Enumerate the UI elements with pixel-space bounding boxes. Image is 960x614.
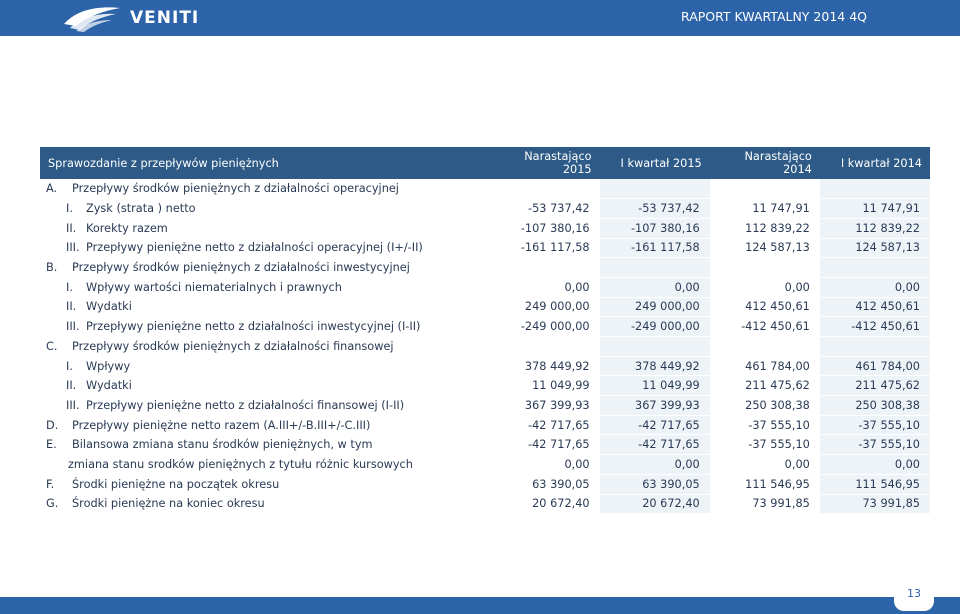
row-code: I. bbox=[66, 202, 73, 216]
row-label-cell bbox=[40, 435, 490, 455]
value-cell: 63 390,05 bbox=[532, 477, 590, 491]
value-cell bbox=[600, 337, 710, 357]
table-row bbox=[40, 317, 930, 337]
column-header: Narastająco 2014 bbox=[744, 150, 812, 176]
value-cell: 63 390,05 bbox=[600, 474, 710, 494]
value-cell: 11 747,91 bbox=[820, 199, 930, 219]
column-header: I kwartał 2015 bbox=[620, 156, 702, 170]
column-header: Narastająco 2015 bbox=[524, 150, 592, 176]
value-cell: 378 449,92 bbox=[524, 359, 590, 373]
row-code: III. bbox=[66, 398, 80, 412]
value-cell: 249 000,00 bbox=[600, 297, 710, 317]
value-cell: 11 049,99 bbox=[532, 379, 590, 393]
value-cell: 367 399,93 bbox=[600, 396, 710, 416]
row-code: D. bbox=[46, 418, 59, 432]
value-cell: 20 672,40 bbox=[532, 497, 590, 511]
row-label-cell bbox=[40, 317, 490, 337]
row-label: Przepływy środków pieniężnych z działalności operacyjnej bbox=[72, 182, 399, 196]
column-header: I kwartał 2014 bbox=[840, 156, 922, 170]
row-label: Środki pieniężne na koniec okresu bbox=[72, 497, 265, 511]
row-label-cell bbox=[40, 297, 490, 317]
value-cell: 0,00 bbox=[600, 277, 710, 297]
value-cell bbox=[710, 179, 820, 199]
value-cell: 211 475,62 bbox=[745, 379, 810, 393]
value-cell: 250 308,38 bbox=[820, 396, 930, 416]
table-row bbox=[40, 396, 930, 416]
row-label-cell bbox=[40, 258, 490, 278]
table-row bbox=[40, 494, 930, 514]
row-label: Wydatki bbox=[86, 379, 132, 393]
value-cell: 461 784,00 bbox=[745, 359, 810, 373]
value-cell: -42 717,65 bbox=[600, 435, 710, 455]
value-cell: 73 991,85 bbox=[752, 497, 810, 511]
value-cell: 250 308,38 bbox=[745, 398, 810, 412]
value-cell: 378 449,92 bbox=[600, 356, 710, 376]
wing-logo-icon bbox=[62, 4, 122, 32]
row-label: zmiana stanu srodków pieniężnych z tytułu różnic kursowych bbox=[68, 457, 413, 471]
value-cell bbox=[600, 179, 710, 199]
row-label: Przepływy pieniężne netto z działalności finansowej (I-II) bbox=[86, 398, 405, 412]
table-body bbox=[40, 179, 930, 514]
brand-name: VENITI bbox=[130, 8, 200, 28]
row-label: Przepływy środków pieniężnych z działalności finansowej bbox=[72, 339, 394, 353]
value-cell: -37 555,10 bbox=[748, 418, 810, 432]
value-cell: 0,00 bbox=[600, 455, 710, 475]
row-label: Przepływy pieniężne netto z działalności inwestycyjnej (I-II) bbox=[86, 320, 421, 334]
row-label-cell bbox=[40, 218, 490, 238]
value-cell bbox=[710, 258, 820, 278]
value-cell bbox=[820, 179, 930, 199]
row-label-cell bbox=[40, 396, 490, 416]
value-cell: 412 450,61 bbox=[745, 300, 810, 314]
table-row bbox=[40, 435, 930, 455]
row-code: I. bbox=[66, 280, 73, 294]
row-label: Przepływy pieniężne netto z działalności operacyjnej (I+/-II) bbox=[86, 241, 423, 255]
value-cell bbox=[600, 258, 710, 278]
table-row bbox=[40, 258, 930, 278]
value-cell: -42 717,65 bbox=[600, 415, 710, 435]
value-cell: 11 747,91 bbox=[752, 202, 810, 216]
table-row bbox=[40, 297, 930, 317]
row-label: Wydatki bbox=[86, 300, 132, 314]
value-cell: -161 117,58 bbox=[520, 241, 590, 255]
value-cell: 0,00 bbox=[564, 280, 590, 294]
table-row bbox=[40, 277, 930, 297]
row-label-cell bbox=[40, 494, 490, 514]
row-code: C. bbox=[46, 339, 58, 353]
value-cell: -37 555,10 bbox=[748, 438, 810, 452]
value-cell: -107 380,16 bbox=[520, 221, 590, 235]
report-title: RAPORT KWARTALNY 2014 4Q bbox=[681, 9, 867, 24]
value-cell: 461 784,00 bbox=[820, 356, 930, 376]
value-cell: 124 587,13 bbox=[745, 241, 810, 255]
table-row bbox=[40, 218, 930, 238]
row-code: III. bbox=[66, 241, 80, 255]
value-cell: -161 117,58 bbox=[600, 238, 710, 258]
row-label-cell bbox=[40, 376, 490, 396]
table-row bbox=[40, 376, 930, 396]
value-cell: -37 555,10 bbox=[820, 415, 930, 435]
table-row bbox=[40, 474, 930, 494]
table-row bbox=[40, 238, 930, 258]
row-code: II. bbox=[66, 221, 77, 235]
table-header-row bbox=[40, 147, 930, 179]
value-cell: -53 737,42 bbox=[600, 199, 710, 219]
row-label-cell bbox=[40, 337, 490, 357]
value-cell: -107 380,16 bbox=[600, 218, 710, 238]
value-cell: 112 839,22 bbox=[745, 221, 810, 235]
value-cell: 111 546,95 bbox=[745, 477, 810, 491]
row-label: Zysk (strata ) netto bbox=[86, 202, 196, 216]
row-label: Wpływy wartości niematerialnych i prawnych bbox=[86, 280, 342, 294]
value-cell: 20 672,40 bbox=[600, 494, 710, 514]
header-bar bbox=[0, 0, 960, 36]
value-cell: 211 475,62 bbox=[820, 376, 930, 396]
row-code: E. bbox=[46, 438, 57, 452]
row-label: Środki pieniężne na początek okresu bbox=[72, 477, 280, 491]
table-row bbox=[40, 179, 930, 199]
table-title: Sprawozdanie z przepływów pieniężnych bbox=[48, 156, 279, 170]
value-cell: -249 000,00 bbox=[600, 317, 710, 337]
row-code: A. bbox=[46, 182, 58, 196]
page-number: 13 bbox=[894, 577, 934, 611]
veniti-logo bbox=[62, 3, 199, 33]
table-row bbox=[40, 356, 930, 376]
value-cell: 73 991,85 bbox=[820, 494, 930, 514]
value-cell: -249 000,00 bbox=[520, 320, 590, 334]
row-label: Wpływy bbox=[86, 359, 131, 373]
value-cell: 124 587,13 bbox=[820, 238, 930, 258]
value-cell: 0,00 bbox=[564, 457, 590, 471]
cash-flow-table bbox=[40, 147, 930, 514]
value-cell: -412 450,61 bbox=[741, 320, 810, 334]
row-code: III. bbox=[66, 320, 80, 334]
row-code: F. bbox=[46, 477, 55, 491]
row-code: II. bbox=[66, 379, 77, 393]
row-label: Przepływy środków pieniężnych z działalności inwestycyjnej bbox=[72, 261, 410, 275]
value-cell bbox=[490, 179, 600, 199]
table-row bbox=[40, 455, 930, 475]
value-cell: 0,00 bbox=[784, 280, 810, 294]
value-cell: 0,00 bbox=[820, 277, 930, 297]
value-cell bbox=[490, 337, 600, 357]
value-cell: 0,00 bbox=[820, 455, 930, 475]
row-code: G. bbox=[46, 497, 59, 511]
table-row bbox=[40, 199, 930, 219]
value-cell bbox=[820, 337, 930, 357]
table-row bbox=[40, 415, 930, 435]
value-cell: -42 717,65 bbox=[528, 438, 590, 452]
row-label-cell bbox=[40, 474, 490, 494]
row-code: I. bbox=[66, 359, 73, 373]
row-label-cell bbox=[40, 356, 490, 376]
value-cell: -42 717,65 bbox=[528, 418, 590, 432]
row-label-cell bbox=[40, 455, 490, 475]
value-cell: 11 049,99 bbox=[600, 376, 710, 396]
row-label-cell bbox=[40, 277, 490, 297]
value-cell: 0,00 bbox=[784, 457, 810, 471]
value-cell bbox=[710, 337, 820, 357]
value-cell: 112 839,22 bbox=[820, 218, 930, 238]
row-label-cell bbox=[40, 179, 490, 199]
row-label-cell bbox=[40, 415, 490, 435]
value-cell: 367 399,93 bbox=[524, 398, 590, 412]
row-label: Korekty razem bbox=[86, 221, 168, 235]
footer-bar bbox=[0, 597, 960, 614]
value-cell: 249 000,00 bbox=[524, 300, 590, 314]
value-cell: 412 450,61 bbox=[820, 297, 930, 317]
value-cell bbox=[490, 258, 600, 278]
value-cell: 111 546,95 bbox=[820, 474, 930, 494]
row-code: B. bbox=[46, 261, 58, 275]
row-label-cell bbox=[40, 199, 490, 219]
row-label-cell bbox=[40, 238, 490, 258]
value-cell: -37 555,10 bbox=[820, 435, 930, 455]
table-row bbox=[40, 337, 930, 357]
row-label: Przepływy pieniężne netto razem (A.III+/-B.III+/-C.III) bbox=[72, 418, 371, 432]
value-cell bbox=[820, 258, 930, 278]
row-code: II. bbox=[66, 300, 77, 314]
value-cell: -412 450,61 bbox=[820, 317, 930, 337]
value-cell: -53 737,42 bbox=[528, 202, 590, 216]
row-label: Bilansowa zmiana stanu środków pieniężnych, w tym bbox=[72, 438, 373, 452]
